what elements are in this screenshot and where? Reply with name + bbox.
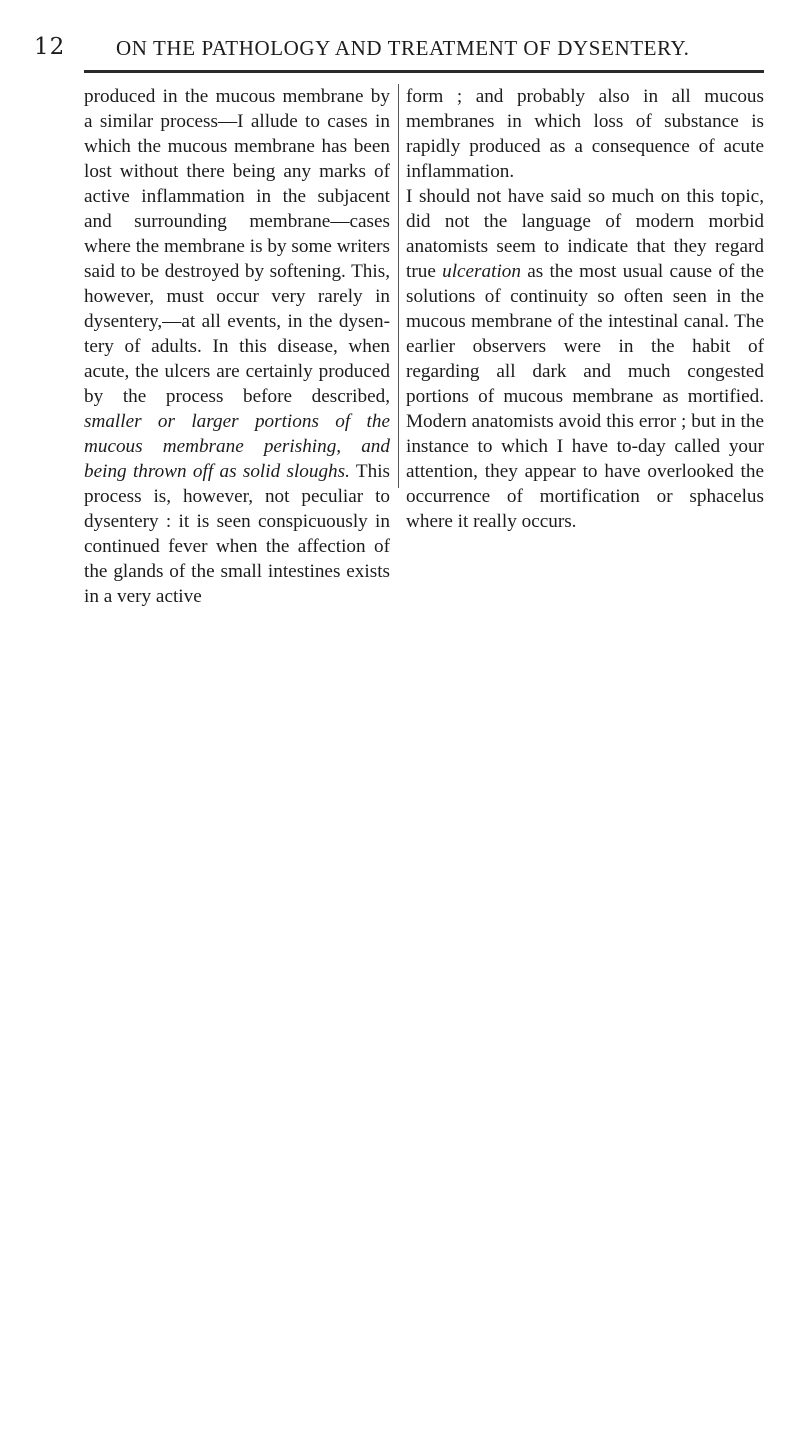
right-paragraph-1: form ; and probably also in all mucous membranes in which loss of substance is rapidly produced as a consequence of acute inflammation. — [406, 86, 764, 182]
page-header — [34, 30, 772, 62]
left-text-segment-end: This process is, however, not peculiar to dysentery : it is seen conspicuously in continued fever when the affection of the glands of the small intestines exists in a very active — [84, 461, 390, 607]
right-column — [406, 84, 764, 534]
left-column — [84, 84, 390, 609]
header-rule — [84, 70, 764, 73]
right-text-segment-end: as the most usual cause of the solutions of continuity so often seen in the mucous membrane of the intestinal canal. The earlier observers were in the habit of regarding all dark and much congested portions of mucous membrane as mortified. Modern anatomists avoid this error ; but in the instance to which I have to-day called your attention, they appear to have overlooked the occurrence of mortification or sphacelus where it really occurs. — [406, 261, 764, 532]
left-text-segment: produced in the mucous membrane by a similar process—I allude to cases in which the mucous membrane has been lost without there being any marks of active inflammation in the subjacent and surrounding membrane—cases where the membrane is by some writers said to be destroyed by softening. This, however, must occur very rarely in dysentery,—at all events, in the dysentery of adults. In this disease, when acute, the ulcers are certainly produced by the process before described, — [84, 86, 390, 407]
running-title: ON THE PATHOLOGY AND TREATMENT OF DYSENTERY. — [116, 36, 690, 60]
page-number: 12 — [34, 34, 66, 60]
left-italic-segment: smaller or larger portions of the mucous membrane perishing, and being thrown off as solid sloughs. — [84, 411, 390, 482]
left-paragraph — [84, 84, 390, 609]
right-paragraph-2 — [406, 184, 764, 534]
right-italic-segment: ulceration — [442, 261, 521, 282]
column-divider — [398, 84, 399, 488]
right-text-segment: I should not have said so much on this topic, did not the language of modern morbid anatomists seem to indicate that they regard true — [406, 186, 764, 282]
